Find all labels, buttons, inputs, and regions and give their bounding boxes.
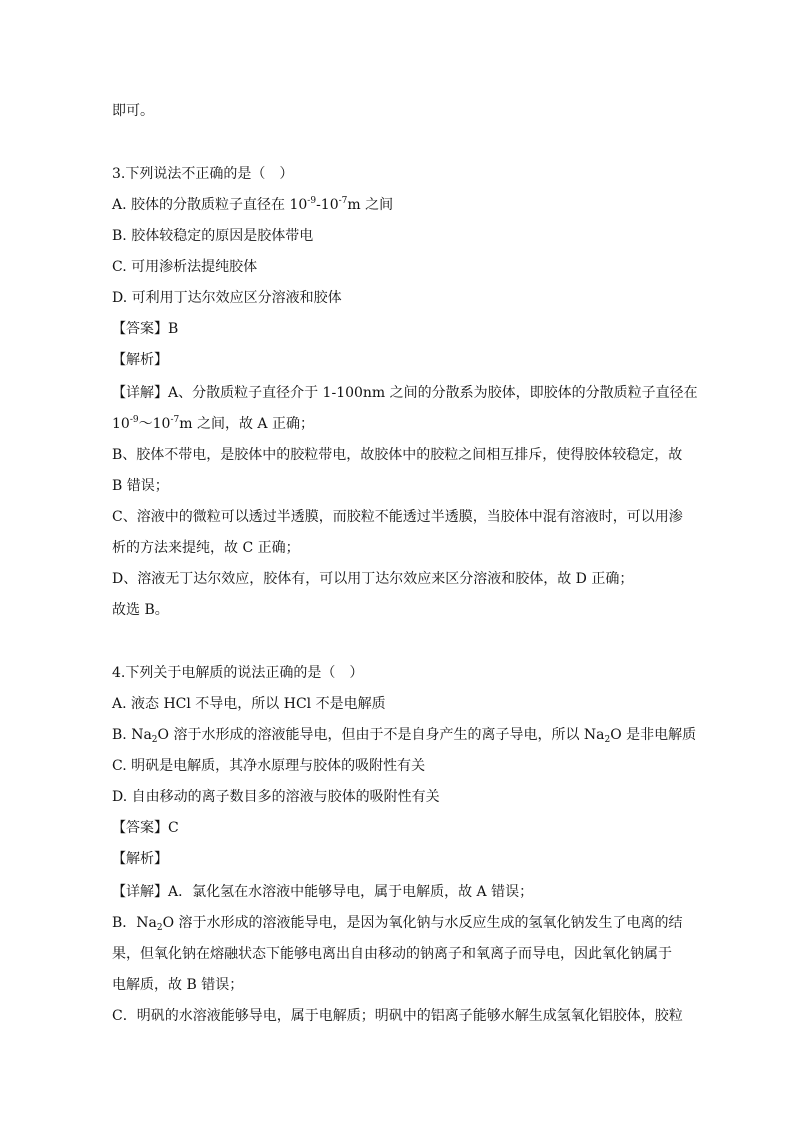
question-3-option-c: C. 可用渗析法提纯胶体 <box>112 259 258 275</box>
question-4-answer: 【答案】C <box>112 820 179 836</box>
question-4-detail: C．明矾的水溶液能够导电，属于电解质；明矾中的铝离子能够水解生成氢氧化铝胶体，胶粒 <box>112 1008 683 1024</box>
text-run: A. 胶体的分散质粒子直径在 10 <box>112 197 308 213</box>
question-3-option-b: B. 胶体较稳定的原因是胶体带电 <box>112 228 314 244</box>
question-4-detail: 果，但氧化钠在熔融状态下能够电离出自由移动的钠离子和氧离子而导电，因此氧化钠属于 <box>112 946 672 962</box>
subscript: 2 <box>151 735 158 745</box>
question-4-detail: 【详解】A．氯化氢在水溶液中能够导电，属于电解质，故 A 错误； <box>112 884 534 900</box>
question-4-option-c: C. 明矾是电解质，其净水原理与胶体的吸附性有关 <box>112 758 426 774</box>
subscript: 2 <box>604 735 611 745</box>
question-3-detail: D、溶液无丁达尔效应，胶体有，可以用丁达尔效应来区分溶液和胶体，故 D 正确； <box>112 571 634 587</box>
text-run: -10 <box>316 197 339 213</box>
text-run: O 溶于水形成的溶液能导电，是因为氧化钠与水反应生成的氢氧化钠发生了电离的结 <box>162 915 683 931</box>
question-3-answer: 【答案】B <box>112 321 179 337</box>
text-run: m 之间 <box>347 197 394 213</box>
question-3-analysis-heading: 【解析】 <box>112 352 168 368</box>
text-run: B．Na <box>112 915 157 931</box>
superscript: -9 <box>307 196 317 206</box>
question-3-detail: 析的方法来提纯，故 C 正确； <box>112 540 300 556</box>
question-4-option-a: A. 液态 HCl 不导电，所以 HCl 不是电解质 <box>112 696 386 712</box>
question-3-detail <box>112 415 314 433</box>
question-4-stem: 4.下列关于电解质的说法正确的是（ ） <box>112 665 364 681</box>
question-4-detail: 电解质，故 B 错误； <box>112 977 244 993</box>
question-4-detail <box>112 914 683 932</box>
text-run: m 之间，故 A 正确； <box>179 416 314 432</box>
question-3-detail: 【详解】A、分散质粒子直径介于 1-100nm 之间的分散系为胶体，即胶体的分散质粒子直径在 <box>112 385 698 401</box>
text-run: ～10 <box>138 416 171 432</box>
superscript: -7 <box>170 415 180 425</box>
question-3-detail: 故选 B。 <box>112 602 169 618</box>
superscript: -7 <box>338 196 348 206</box>
text-run: O 溶于水形成的溶液能导电，但由于不是自身产生的离子导电，所以 Na <box>157 727 605 743</box>
question-4-option-d: D. 自由移动的离子数目多的溶液与胶体的吸附性有关 <box>112 789 440 805</box>
text-run: B. Na <box>112 727 152 743</box>
text-line: 即可。 <box>112 103 154 119</box>
question-4-analysis-heading: 【解析】 <box>112 851 168 867</box>
question-3-detail: B 错误； <box>112 478 169 494</box>
question-4-option-b <box>112 726 696 744</box>
text-run: 10 <box>112 416 130 432</box>
question-3-option-a <box>112 196 393 214</box>
question-3-option-d: D. 可利用丁达尔效应区分溶液和胶体 <box>112 290 342 306</box>
superscript: -9 <box>129 415 139 425</box>
text-run: O 是非电解质 <box>610 727 697 743</box>
subscript: 2 <box>156 923 163 933</box>
question-3-detail: C、溶液中的微粒可以透过半透膜，而胶粒不能透过半透膜，当胶体中混有溶液时，可以用渗 <box>112 509 683 525</box>
question-3-detail: B、胶体不带电，是胶体中的胶粒带电，故胶体中的胶粒之间相互排斥，使得胶体较稳定，故 <box>112 447 683 463</box>
question-3-stem: 3.下列说法不正确的是（ ） <box>112 166 294 182</box>
